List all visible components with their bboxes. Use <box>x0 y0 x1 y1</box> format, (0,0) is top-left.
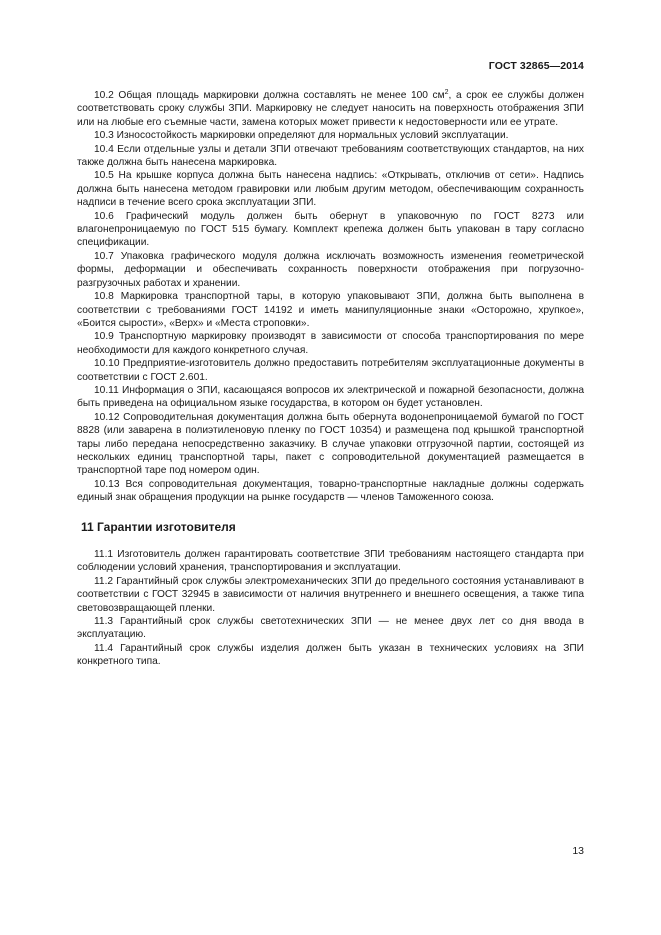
paragraph-10-5: 10.5 На крышке корпуса должна быть нанесена надпись: «Открывать, отключив от сети». Надпись должна быть нанесена методом гравировки или любым другим методом, обеспечивающим сохранность надписи в течение всего срока эксплуатации ЗПИ. <box>77 170 584 209</box>
paragraph-10-2 <box>77 89 584 129</box>
document-body <box>77 89 584 669</box>
paragraph-10-10: 10.10 Предприятие-изготовитель должно предоставить потребителям эксплуатационные документы в соответствии с ГОСТ 2.601. <box>77 358 584 383</box>
paragraph-10-9: 10.9 Транспортную маркировку производят в зависимости от способа транспортирования по мере необходимости для каждого конкретного случая. <box>77 331 584 356</box>
paragraph-10-2-text-a: 10.2 Общая площадь маркировки должна составлять не менее 100 см <box>94 90 445 101</box>
paragraph-11-4: 11.4 Гарантийный срок службы изделия должен быть указан в технических условиях на ЗПИ конкретного типа. <box>77 642 584 668</box>
paragraph-10-8: 10.8 Маркировка транспортной тары, в которую упаковывают ЗПИ, должна быть выполнена в соответствии с требованиями ГОСТ 14192 и иметь манипуляционные знаки «Осторожно, хрупкое», «Боится сырости», «Верх» и «Места строповки». <box>77 291 584 329</box>
paragraph-10-4: 10.4 Если отдельные узлы и детали ЗПИ отвечают требованиям соответствующих стандартов, на них также должна быть нанесена маркировка. <box>77 143 584 169</box>
document-header: ГОСТ 32865—2014 <box>488 60 584 72</box>
paragraph-11-2: 11.2 Гарантийный срок службы электромеханических ЗПИ до предельного состояния устанавливают в соответствии с ГОСТ 32945 в зависимости от наличия внутреннего и внешнего освещения, а также типа световозвращающей пленки. <box>77 575 584 614</box>
page-number: 13 <box>572 845 584 857</box>
paragraph-10-3: 10.3 Износостойкость маркировки определяют для нормальных условий эксплуатации. <box>94 130 509 142</box>
paragraph-10-13: 10.13 Вся сопроводительная документация, товарно-транспортные накладные должны содержать единый знак обращения продукции на рынке государств — членов Таможенного союза. <box>77 478 584 504</box>
section-11-title: 11 Гарантии изготовителя <box>81 519 236 534</box>
paragraph-10-6: 10.6 Графический модуль должен быть обернут в упаковочную по ГОСТ 8273 или влагонепроницаемую по ГОСТ 515 бумагу. Комплект крепежа должен быть упакован в тару согласно спецификации. <box>77 210 584 249</box>
paragraph-10-2-text-b: , а срок ее службы должен соответствовать сроку службы ЗПИ. Маркировку не следует наносить на поверхность отображения ЗПИ или на любые его съемные части, замена которых может привести к недостоверности или ее утрате. <box>77 90 584 128</box>
superscript-2: 2 <box>444 89 449 96</box>
paragraph-10-11: 10.11 Информация о ЗПИ, касающаяся вопросов их электрической и пожарной безопасности, должна быть приведена на официальном языке государства, в котором он будет установлен. <box>77 384 584 410</box>
paragraph-10-12: 10.12 Сопроводительная документация должна быть обернута водонепроницаемой бумагой по ГОСТ 8828 (или заварена в полиэтиленовую пленку по ГОСТ 10354) и размещена под крышкой транспортной тары либо передана непосредственно заказчику. В случае упаковки отгрузочной партии, состоящей из нескольких единиц транспортной тары, пакет с сопроводительной документацией размещается в транспортной таре под номером один. <box>77 411 584 477</box>
paragraph-10-7: 10.7 Упаковка графического модуля должна исключать возможность изменения геометрической формы, деформации и обеспечивать сохранность поверхности отображения при погрузочно-разгрузочных работах и хранении. <box>77 250 584 289</box>
paragraph-11-3: 11.3 Гарантийный срок службы светотехнических ЗПИ — не менее двух лет со дня ввода в эксплуатацию. <box>77 616 584 641</box>
paragraph-11-1: 11.1 Изготовитель должен гарантировать соответствие ЗПИ требованиям настоящего стандарта при соблюдении условий хранения, транспортирования и эксплуатации. <box>77 549 584 574</box>
